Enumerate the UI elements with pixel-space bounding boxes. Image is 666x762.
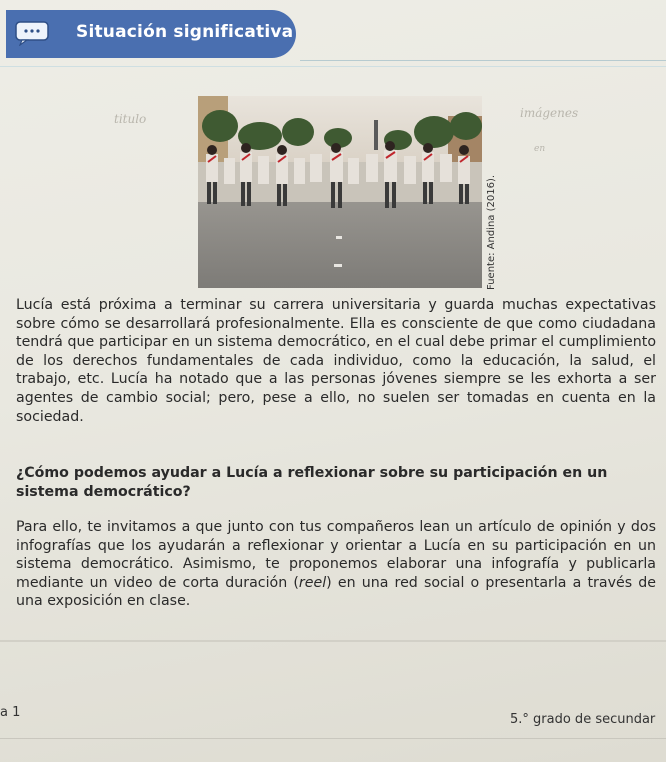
instructions-text-end: ) en una red social o presentarla a través de una exposición en clase. bbox=[16, 574, 656, 610]
section-title: Situación significativa bbox=[76, 22, 294, 42]
footer-grade-label: 5.° grado de secundar bbox=[510, 712, 656, 727]
guiding-question: ¿Cómo podemos ayudar a Lucía a reflexionar sobre su participación en un sistema democrático? bbox=[16, 465, 608, 500]
pencil-note-en: en bbox=[534, 144, 546, 154]
parade-photo-illustration bbox=[198, 96, 482, 288]
header-divider-secondary bbox=[0, 66, 666, 67]
pencil-note-titulo: titulo bbox=[114, 112, 147, 126]
section-header bbox=[6, 10, 296, 58]
photo-caption: Fuente: Andina (2016). bbox=[486, 174, 497, 290]
footer-rule bbox=[0, 738, 666, 739]
instructions-text-start: Para ello, te invitamos a que junto con tus compañeros lean un artículo de opinión y dos infografías que los ayudarán a reflexionar y orientar a Lucía en su participación en un sistema democrático. Asimismo, te proponemos elaborar una infografía y publicarla mediante un video de corta duración ( bbox=[16, 519, 656, 591]
instructions-text-reel: reel bbox=[298, 574, 327, 591]
chat-bubble-icon bbox=[14, 20, 50, 46]
situation-paragraph: Lucía está próxima a terminar su carrera universitaria y guarda muchas expectativas sobre cómo se desarrollará profesionalmente. Ella es consciente de que como ciudadana tendrá que participar en un sistema democrático, en el cual debe primar el cumplimiento de los derechos fundamentales de cada individuo, como la educación, la salud, el trabajo, etc. Lucía ha notado que a las personas jóvenes siempre se les exhorta a ser agentes de cambio social; pero, pese a ello, no suelen ser tomadas en cuenta en la sociedad. bbox=[16, 297, 656, 425]
footer-unit-label: a 1 bbox=[0, 705, 21, 720]
header-divider bbox=[300, 60, 666, 61]
instructions-paragraph bbox=[16, 518, 656, 611]
parade-photo bbox=[198, 96, 482, 288]
footer-divider bbox=[0, 640, 666, 642]
pencil-note-imagenes: imágenes bbox=[520, 106, 579, 120]
